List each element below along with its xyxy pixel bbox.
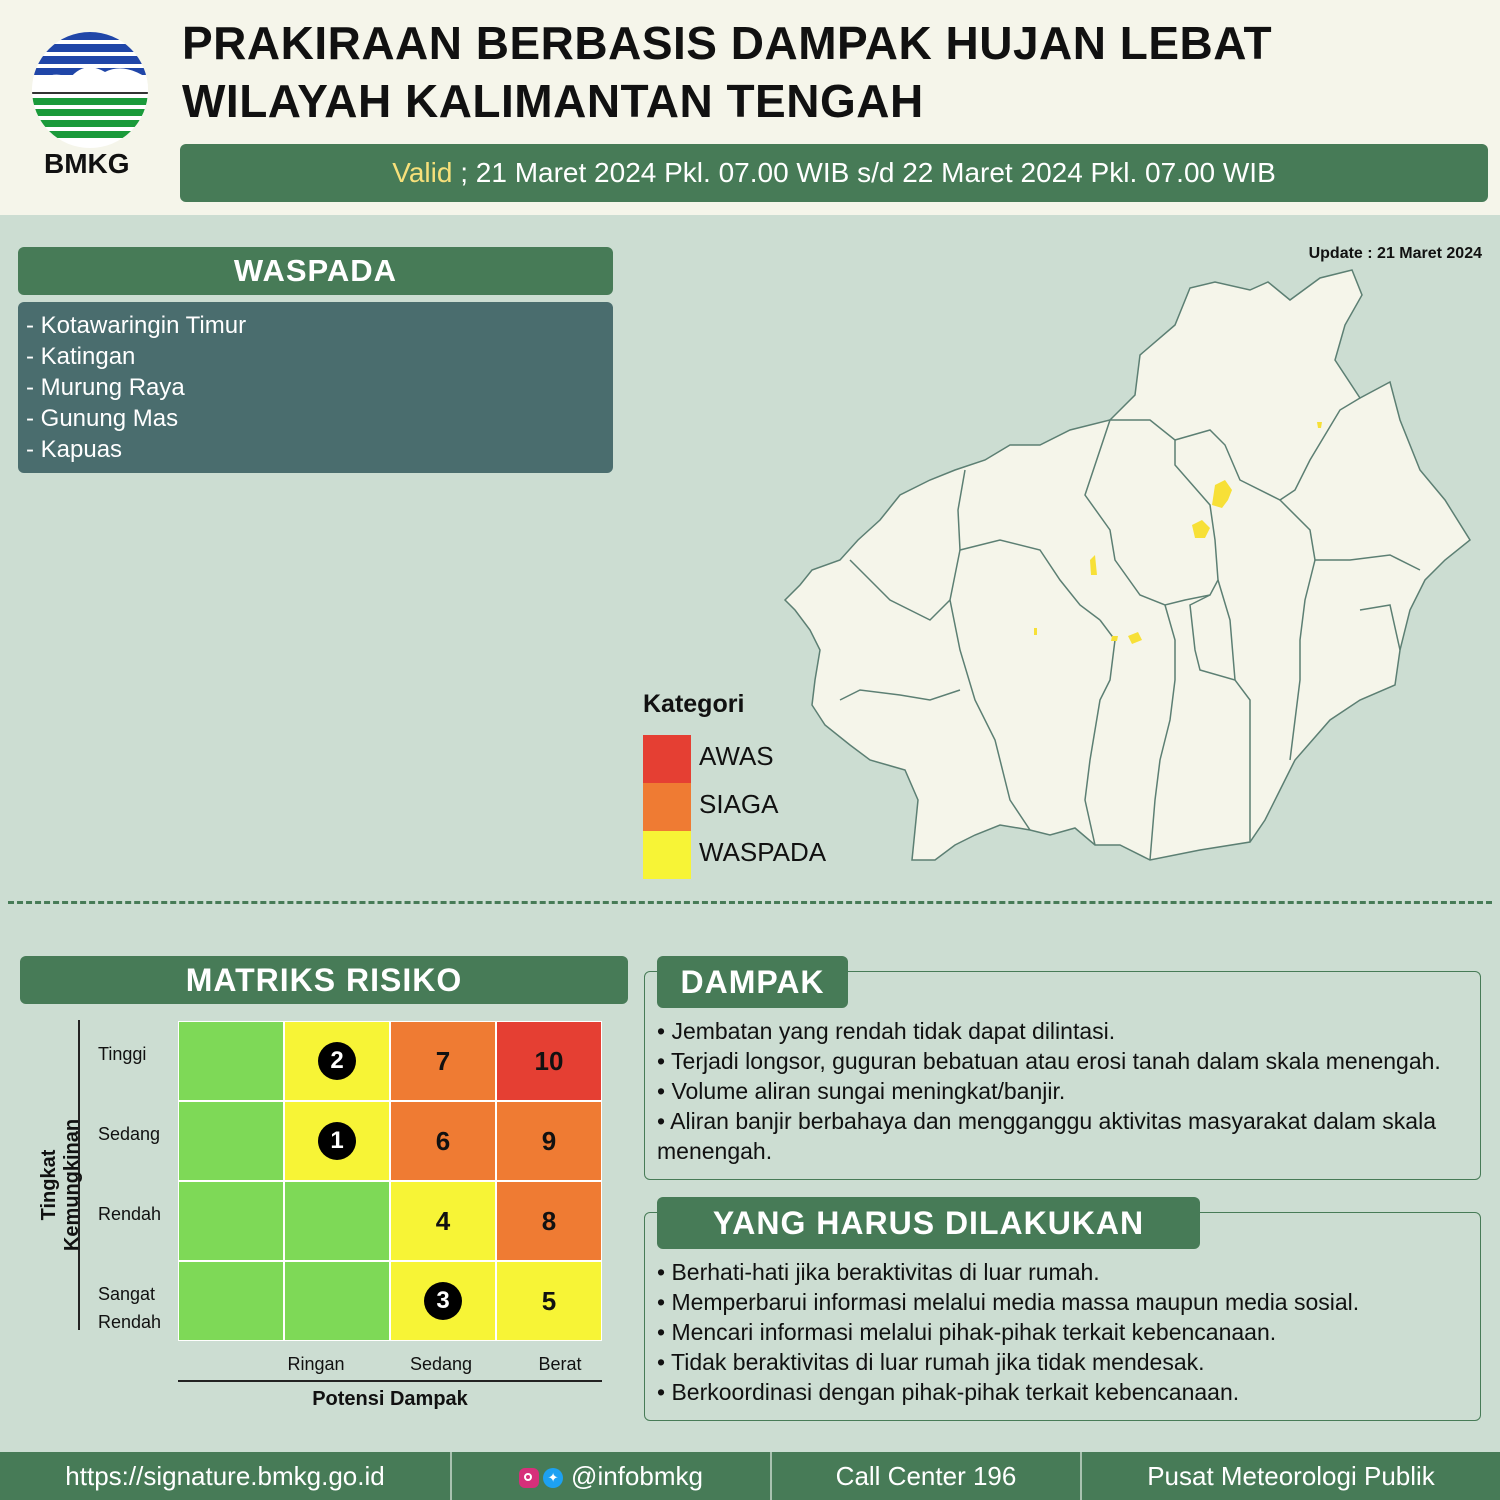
dampak-item: • Terjadi longsor, guguran bebatuan atau erosi tanah dalam skala menengah. xyxy=(657,1048,1441,1074)
region-item: - Kotawaringin Timur xyxy=(26,312,247,339)
risk-matrix xyxy=(178,1021,602,1341)
matrix-value: 5 xyxy=(541,1285,557,1316)
region-item: - Kapuas xyxy=(26,436,123,463)
dampak-item: • Jembatan yang rendah tidak dapat dilintasi. xyxy=(657,1018,1116,1044)
region-map xyxy=(760,260,1490,880)
matrix-cell xyxy=(285,1102,389,1180)
matrix-cell xyxy=(179,1022,283,1100)
matrix-cell xyxy=(391,1262,495,1340)
matrix-marker: 3 xyxy=(424,1282,462,1320)
region-item: - Murung Raya xyxy=(26,374,185,401)
matrix-cell xyxy=(285,1022,389,1100)
title-line-2: WILAYAH KALIMANTAN TENGAH xyxy=(182,75,924,127)
matrix-value: 10 xyxy=(534,1045,564,1076)
row-label-sangat-rendah: Sangat Rendah xyxy=(98,1284,162,1332)
col-label-sedang: Sedang xyxy=(409,1354,473,1374)
matrix-marker: 1 xyxy=(318,1122,356,1160)
y-axis-label: Tingkat Kemungkinan xyxy=(38,1118,83,1252)
row-label-tinggi: Tinggi xyxy=(98,1044,147,1064)
matrix-value: 6 xyxy=(435,1125,451,1156)
dampak-item: • Volume aliran sungai meningkat/banjir. xyxy=(657,1078,1066,1104)
matrix-value: 7 xyxy=(435,1045,451,1076)
action-item: • Berhati-hati jika beraktivitas di luar rumah. xyxy=(657,1259,1100,1285)
footer xyxy=(0,1452,1500,1500)
matrix-cell xyxy=(179,1102,283,1180)
matrix-heading: MATRIKS RISIKO xyxy=(20,956,628,1004)
legend-swatch-awas xyxy=(643,735,691,783)
waspada-area xyxy=(1034,628,1037,635)
update-date: Update : 21 Maret 2024 xyxy=(1308,245,1482,262)
footer-organization: Pusat Meteorologi Publik xyxy=(1147,1461,1435,1491)
x-axis-line xyxy=(178,1380,602,1382)
col-label-ringan: Ringan xyxy=(287,1354,345,1374)
matrix-cell xyxy=(391,1182,495,1260)
waspada-region-list xyxy=(18,302,613,473)
x-axis-label: Potensi Dampak xyxy=(312,1388,468,1410)
matrix-cell xyxy=(285,1262,389,1340)
waspada-heading: WASPADA xyxy=(18,247,613,295)
legend-swatch-siaga xyxy=(643,783,691,831)
matrix-cell xyxy=(497,1182,601,1260)
footer-website-link[interactable]: https://signature.bmkg.go.id xyxy=(65,1461,385,1491)
matrix-cell xyxy=(285,1182,389,1260)
validity-bar xyxy=(180,144,1488,202)
bmkg-logo xyxy=(30,30,150,150)
action-item: • Memperbarui informasi melalui media massa maupun media sosial. xyxy=(657,1289,1360,1315)
title-line-1: PRAKIRAAN BERBASIS DAMPAK HUJAN LEBAT xyxy=(182,17,1273,69)
legend-label-siaga: SIAGA xyxy=(699,789,779,819)
page-title xyxy=(182,14,1272,130)
legend-swatch-waspada xyxy=(643,831,691,879)
valid-period: ; 21 Maret 2024 Pkl. 07.00 WIB s/d 22 Maret 2024 Pkl. 07.00 WIB xyxy=(452,157,1276,188)
row-label-rendah: Rendah xyxy=(98,1204,162,1224)
valid-label: Valid xyxy=(392,157,453,188)
action-item: • Berkoordinasi dengan pihak-pihak terkait kebencanaan. xyxy=(657,1379,1240,1405)
legend-label-awas: AWAS xyxy=(699,741,774,771)
matrix-marker: 2 xyxy=(318,1042,356,1080)
matrix-value: 4 xyxy=(435,1205,451,1236)
row-label-sedang: Sedang xyxy=(98,1124,161,1144)
col-label-berat: Berat xyxy=(538,1354,582,1374)
dampak-item: • Aliran banjir berbahaya dan mengganggu aktivitas masyarakat dalam skala menengah. xyxy=(657,1108,1437,1164)
action-list xyxy=(657,1257,1472,1407)
matrix-cell xyxy=(179,1182,283,1260)
matrix-cell xyxy=(391,1102,495,1180)
dampak-list xyxy=(657,1016,1472,1166)
matrix-value: 8 xyxy=(541,1205,557,1236)
action-item: • Tidak beraktivitas di luar rumah jika tidak mendesak. xyxy=(657,1349,1205,1375)
footer-call-center[interactable]: Call Center 196 xyxy=(835,1461,1017,1491)
twitter-icon: ✦ xyxy=(543,1468,563,1488)
instagram-icon xyxy=(519,1468,539,1488)
social-handle: @infobmkg xyxy=(571,1461,703,1491)
matrix-cell xyxy=(179,1262,283,1340)
action-item: • Mencari informasi melalui pihak-pihak terkait kebencanaan. xyxy=(657,1319,1277,1345)
matrix-cell xyxy=(497,1102,601,1180)
dampak-heading: DAMPAK xyxy=(657,956,848,1008)
matrix-cell xyxy=(497,1262,601,1340)
legend-label-waspada: WASPADA xyxy=(699,837,827,867)
section-divider xyxy=(8,901,1492,904)
footer-social[interactable] xyxy=(452,1452,770,1500)
matrix-cell xyxy=(391,1022,495,1100)
region-item: - Gunung Mas xyxy=(26,405,179,432)
legend-title: Kategori xyxy=(643,690,745,718)
province-outline xyxy=(785,270,1470,860)
action-heading: YANG HARUS DILAKUKAN xyxy=(657,1197,1200,1249)
matrix-cell xyxy=(497,1022,601,1100)
logo-text: BMKG xyxy=(44,148,130,179)
matrix-value: 9 xyxy=(541,1125,557,1156)
region-item: - Katingan xyxy=(26,343,136,370)
waspada-area xyxy=(1111,636,1118,641)
